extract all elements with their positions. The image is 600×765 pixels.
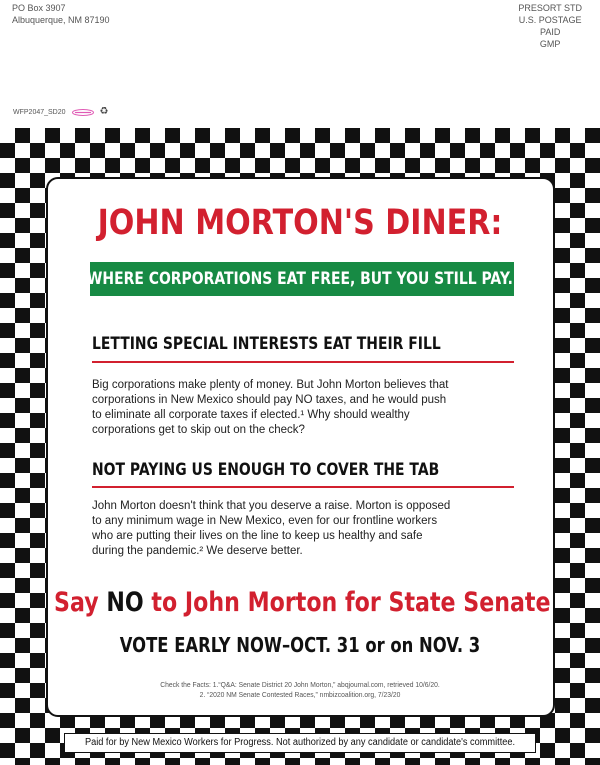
job-code-row xyxy=(13,108,109,116)
disclaimer: Paid for by New Mexico Workers for Progress. Not authorized by any candidate or candidate's committee. xyxy=(84,737,516,748)
union-bug-icon xyxy=(72,109,94,116)
section-1-body: Big corporations make plenty of money. But John Morton believes that corporations in New Mexico should pay NO taxes, and he would push to eliminate all corporate taxes if elected.¹ Why should wealthy corporations get to skip out on the check? xyxy=(92,379,449,436)
footnote-line-2: 2. “2020 NM Senate Contested Races,” nmbizcoalition.org, 7/23/20 xyxy=(199,690,401,699)
cta-part-3: to John Morton for State Senate xyxy=(143,587,551,618)
return-address-line-2: Albuquerque, NM 87190 xyxy=(12,15,110,25)
call-to-action xyxy=(54,585,551,621)
job-code: WFP2047_SD20 xyxy=(13,108,66,116)
section-1-title: LETTING SPECIAL INTERESTS EAT THEIR FILL xyxy=(92,334,441,354)
section-2-title: NOT PAYING US ENOUGH TO COVER THE TAB xyxy=(92,460,440,480)
postage-line-2: U.S. POSTAGE xyxy=(518,15,582,25)
section-2-body: John Morton doesn't think that you deserve a raise. Morton is opposed to any minimum wage in New Mexico, even for our frontline workers who are putting their lives on the line to keep us healthy and safe during the pandemic.² We deserve better. xyxy=(92,500,451,557)
section-2-divider xyxy=(92,486,514,488)
headline: JOHN MORTON'S DINER: xyxy=(97,203,503,243)
postage-line-3: PAID xyxy=(539,27,561,37)
section-1-divider xyxy=(92,361,514,363)
subheadline: WHERE CORPORATIONS EAT FREE, BUT YOU STILL PAY. xyxy=(87,269,513,289)
return-address-line-1: PO Box 3907 xyxy=(12,3,66,13)
postage-indicia xyxy=(518,2,582,50)
cta-no: NO xyxy=(106,587,144,618)
postage-line-4: GMP xyxy=(539,39,561,49)
recycle-icon: ♻ xyxy=(99,106,109,117)
vote-line: VOTE EARLY NOW–OCT. 31 or on NOV. 3 xyxy=(119,633,481,657)
cta-part-1: Say xyxy=(54,587,107,618)
postage-line-1: PRESORT STD xyxy=(518,3,582,13)
footnote-line-1: Check the Facts: 1.“Q&A: Senate District 20 John Morton,” abqjournal.com, retrieved 10/6/20. xyxy=(160,680,440,689)
return-address xyxy=(12,2,110,26)
